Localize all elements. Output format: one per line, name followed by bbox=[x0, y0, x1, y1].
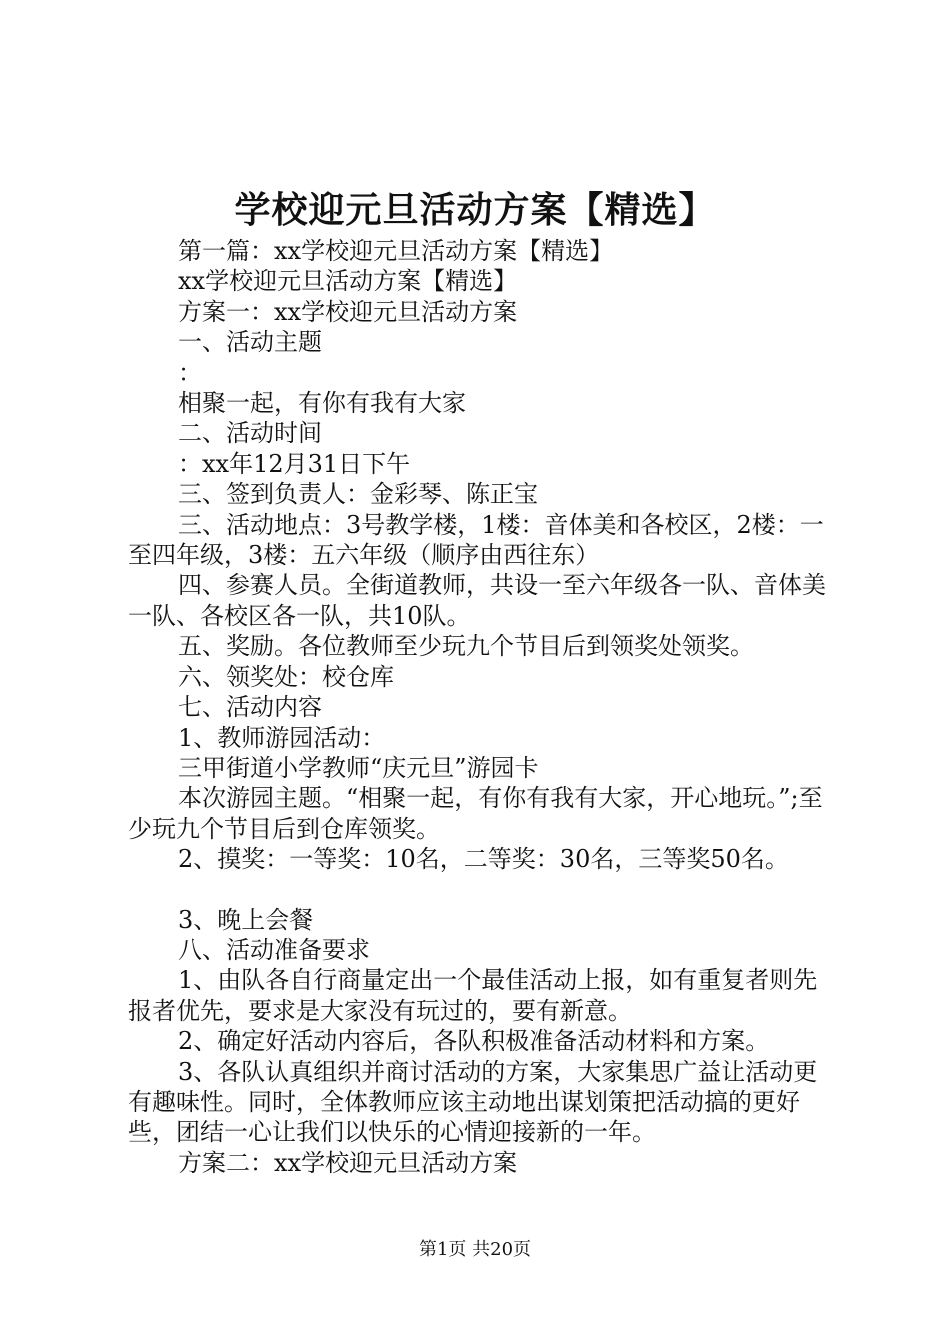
paragraph: 3、各队认真组织并商讨活动的方案，大家集思广益让活动更有趣味性。同时，全体教师应该主动地出谋划策把活动搞的更好些，团结一心让我们以快乐的心情迎接新的一年。 bbox=[128, 1057, 818, 1147]
paragraph: 方案一：xx学校迎元旦活动方案 bbox=[178, 297, 518, 326]
paragraph: 一、活动主题 bbox=[178, 328, 322, 357]
paragraph: ：xx年12月31日下午 bbox=[178, 449, 411, 478]
paragraph: 方案二：xx学校迎元旦活动方案 bbox=[178, 1148, 518, 1177]
paragraph: 2、确定好活动内容后，各队积极准备活动材料和方案。 bbox=[178, 1027, 770, 1056]
paragraph: 3、晚上会餐 bbox=[178, 905, 314, 934]
paragraph: 相聚一起，有你有我有大家 bbox=[178, 389, 466, 418]
paragraph: 六、领奖处：校仓库 bbox=[178, 662, 394, 691]
paragraph: 2、摸奖：一等奖：10名，二等奖：30名，三等奖50名。 bbox=[178, 845, 789, 874]
paragraph: ： bbox=[178, 358, 202, 387]
paragraph: 三甲街道小学教师“庆元旦”游园卡 bbox=[178, 753, 539, 782]
document-body bbox=[128, 236, 828, 1178]
paragraph: 第一篇：xx学校迎元旦活动方案【精选】 bbox=[178, 237, 614, 265]
paragraph: 七、活动内容 bbox=[178, 693, 322, 722]
document-title: 学校迎元旦活动方案【精选】 bbox=[234, 189, 716, 231]
paragraph: 1、教师游园活动： bbox=[178, 723, 386, 752]
paragraph: xx学校迎元旦活动方案【精选】 bbox=[178, 267, 518, 296]
paragraph: 五、奖励。各位教师至少玩九个节目后到领奖处领奖。 bbox=[178, 632, 754, 661]
page-footer: 第1页 共20页 bbox=[418, 1239, 532, 1260]
paragraph: 二、活动时间 bbox=[178, 419, 322, 448]
paragraph: 八、活动准备要求 bbox=[178, 935, 370, 964]
paragraph: 1、由队各自行商量定出一个最佳活动上报，如有重复者则先报者优先，要求是大家没有玩过的，要有新意。 bbox=[128, 966, 818, 1025]
paragraph: 三、活动地点：3号教学楼，1楼：音体美和各校区，2楼：一至四年级，3楼：五六年级（顺序由西往东） bbox=[128, 510, 824, 570]
paragraph: 四、参赛人员。全街道教师，共设一至六年级各一队、音体美一队、各校区各一队，共10队。 bbox=[128, 571, 826, 630]
paragraph: 三、签到负责人：金彩琴、陈正宝 bbox=[178, 480, 538, 509]
paragraph: 本次游园主题。“相聚一起，有你有我有大家，开心地玩。”;至少玩九个节目后到仓库领奖。 bbox=[128, 784, 823, 843]
